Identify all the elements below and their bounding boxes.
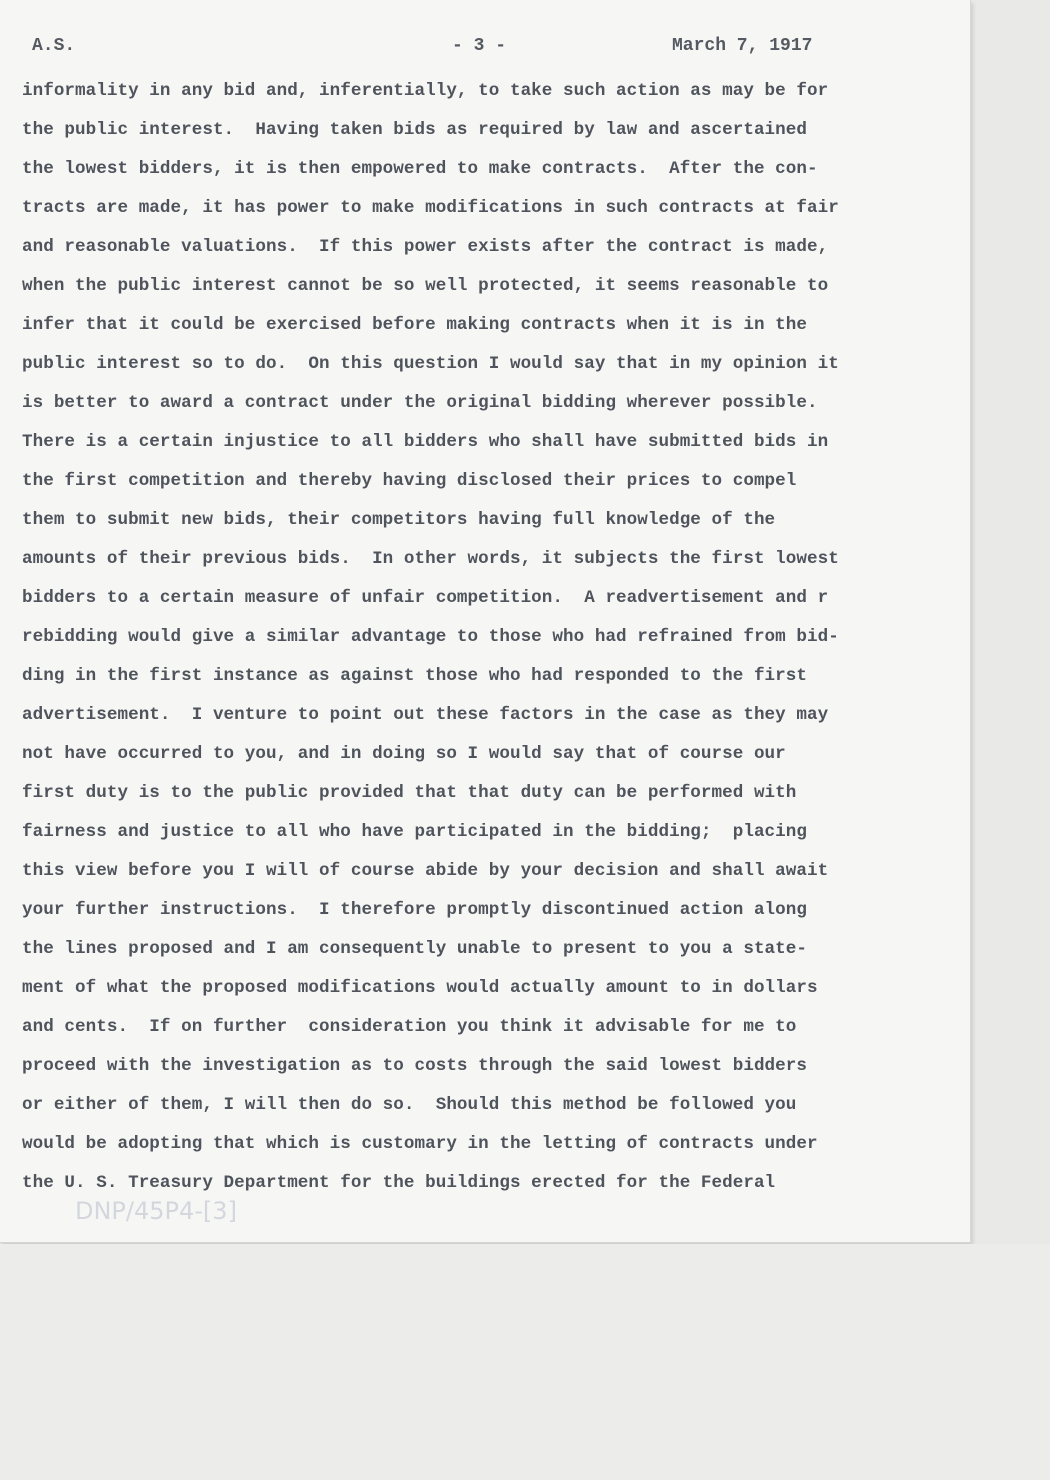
body-line: tracts are made, it has power to make modifications in such contracts at fair (22, 198, 839, 218)
archive-stamp (75, 1192, 315, 1228)
body-line: rebidding would give a similar advantage to those who had refrained from bid- (22, 627, 839, 647)
body-line: would be adopting that which is customary in the letting of contracts under (22, 1134, 818, 1154)
header-date: March 7, 1917 (672, 36, 813, 56)
body-line: and reasonable valuations. If this power exists after the contract is made, (22, 237, 829, 257)
page-header (32, 36, 832, 62)
body-line: the U. S. Treasury Department for the buildings erected for the Federal (22, 1173, 776, 1193)
body-line: when the public interest cannot be so well protected, it seems reasonable to (22, 276, 829, 296)
body-line: advertisement. I venture to point out these factors in the case as they may (22, 705, 829, 725)
body-line: not have occurred to you, and in doing so I would say that of course our (22, 744, 786, 764)
body-line: fairness and justice to all who have participated in the bidding; placing (22, 822, 807, 842)
body-line: and cents. If on further consideration you think it advisable for me to (22, 1017, 797, 1037)
page-number: - 3 - (452, 36, 507, 56)
body-line: your further instructions. I therefore promptly discontinued action along (22, 900, 807, 920)
body-line: or either of them, I will then do so. Should this method be followed you (22, 1095, 797, 1115)
scan-background (0, 1244, 1050, 1480)
body-line: ding in the first instance as against those who had responded to the first (22, 666, 807, 686)
body-line: the public interest. Having taken bids as required by law and ascertained (22, 120, 807, 140)
body-line: amounts of their previous bids. In other words, it subjects the first lowest (22, 549, 839, 569)
body-line: first duty is to the public provided that that duty can be performed with (22, 783, 797, 803)
body-line: ment of what the proposed modifications would actually amount to in dollars (22, 978, 818, 998)
archive-stamp-text: DNP/45P4-[3] (75, 1197, 237, 1225)
body-line: the lines proposed and I am consequently unable to present to you a state- (22, 939, 807, 959)
body-line: public interest so to do. On this question I would say that in my opinion it (22, 354, 839, 374)
letter-body (22, 72, 922, 1203)
body-line: There is a certain injustice to all bidders who shall have submitted bids in (22, 432, 829, 452)
body-line: informality in any bid and, inferentially, to take such action as may be for (22, 81, 829, 101)
body-line: them to submit new bids, their competitors having full knowledge of the (22, 510, 776, 530)
body-line: proceed with the investigation as to costs through the said lowest bidders (22, 1056, 807, 1076)
body-line: this view before you I will of course abide by your decision and shall await (22, 861, 829, 881)
header-initials: A.S. (32, 36, 76, 56)
body-line: bidders to a certain measure of unfair competition. A readvertisement and r (22, 588, 829, 608)
body-line: is better to award a contract under the original bidding wherever possible. (22, 393, 818, 413)
body-line: infer that it could be exercised before making contracts when it is in the (22, 315, 807, 335)
body-line: the lowest bidders, it is then empowered to make contracts. After the con- (22, 159, 818, 179)
body-line: the first competition and thereby having disclosed their prices to compel (22, 471, 797, 491)
